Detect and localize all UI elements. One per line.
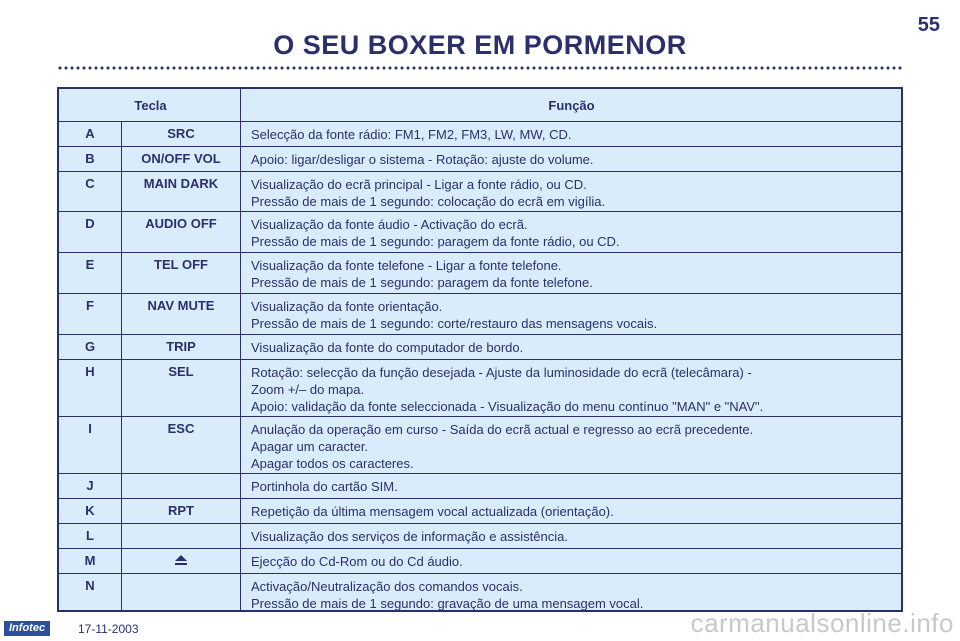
page-title: O SEU BOXER EM PORMENOR <box>273 30 687 60</box>
table-header <box>59 89 901 121</box>
function-line: Pressão de mais de 1 segundo: corte/restauro das mensagens vocais. <box>251 316 658 331</box>
row-letter: N <box>85 578 95 593</box>
eject-icon <box>121 553 241 568</box>
row-function <box>251 257 893 291</box>
row-function <box>251 528 893 545</box>
function-line: Pressão de mais de 1 segundo: paragem da fonte telefone. <box>251 275 593 290</box>
row-key-name: SEL <box>168 364 194 379</box>
function-line: Pressão de mais de 1 segundo: paragem da fonte rádio, ou CD. <box>251 234 620 249</box>
footer-date: 17-11-2003 <box>78 622 139 636</box>
table-row <box>59 146 901 171</box>
function-line: Rotação: selecção da função desejada - Ajuste da luminosidade do ecrã (telecâmara) - <box>251 365 752 380</box>
function-line: Apoio: ligar/desligar o sistema - Rotação: ajuste do volume. <box>251 152 594 167</box>
function-line: Visualização do ecrã principal - Ligar a fonte rádio, ou CD. <box>251 177 587 192</box>
row-function <box>251 478 893 495</box>
row-letter: L <box>86 528 94 543</box>
table-row <box>59 473 901 498</box>
table-row <box>59 359 901 416</box>
function-line: Zoom +/– do mapa. <box>251 382 365 397</box>
function-line: Apoio: validação da fonte seleccionada - Visualização do menu contínuo "MAN" e "NAV". <box>251 399 764 414</box>
table-row <box>59 211 901 252</box>
row-function <box>251 578 893 612</box>
row-function <box>251 151 893 168</box>
row-function <box>251 421 893 472</box>
function-line: Pressão de mais de 1 segundo: gravação de uma mensagem vocal. <box>251 596 644 611</box>
table-row <box>59 573 901 610</box>
table-row <box>59 416 901 473</box>
row-letter: B <box>85 151 95 166</box>
row-key-name: RPT <box>168 503 194 518</box>
row-letter: F <box>86 298 94 313</box>
row-letter: G <box>84 339 96 354</box>
dotted-divider <box>57 66 903 70</box>
function-line: Activação/Neutralização dos comandos vocais. <box>251 579 523 594</box>
row-function <box>251 503 893 520</box>
row-function <box>251 126 893 143</box>
watermark: carmanualsonline.info <box>690 608 954 638</box>
col-header-key: Tecla <box>134 98 167 113</box>
function-line: Visualização da fonte orientação. <box>251 299 443 314</box>
row-function <box>251 298 893 332</box>
function-line: Visualização da fonte áudio - Activação do ecrã. <box>251 217 528 232</box>
table-row <box>59 498 901 523</box>
row-letter: I <box>88 421 92 436</box>
table-row <box>59 293 901 334</box>
row-key-name: ON/OFF VOL <box>141 151 221 166</box>
table-row <box>59 334 901 359</box>
row-key-name: SRC <box>167 126 195 141</box>
row-key-name: TEL OFF <box>154 257 208 272</box>
infotec-logo: Infotec <box>4 621 50 636</box>
row-key-name: TRIP <box>166 339 196 354</box>
function-line: Apagar todos os caracteres. <box>251 456 414 471</box>
row-key-name: NAV MUTE <box>147 298 215 313</box>
row-letter: D <box>85 216 95 231</box>
row-function <box>251 553 893 570</box>
table-row <box>59 548 901 573</box>
function-line: Anulação da operação em curso - Saída do ecrã actual e regresso ao ecrã precedente. <box>251 422 754 437</box>
function-line: Visualização dos serviços de informação e assistência. <box>251 529 568 544</box>
row-function <box>251 176 893 210</box>
row-letter: M <box>84 553 96 568</box>
row-letter: C <box>85 176 95 191</box>
row-letter: J <box>86 478 94 493</box>
function-line: Selecção da fonte rádio: FM1, FM2, FM3, LW, MW, CD. <box>251 127 572 142</box>
table-row <box>59 523 901 548</box>
table-row <box>59 121 901 146</box>
row-function <box>251 339 893 356</box>
page-number: 55 <box>917 14 940 36</box>
row-function <box>251 216 893 250</box>
row-key-name: AUDIO OFF <box>145 216 217 231</box>
row-letter: H <box>85 364 95 379</box>
row-key-name: ESC <box>167 421 195 436</box>
table-row <box>59 171 901 211</box>
function-line: Apagar um caracter. <box>251 439 369 454</box>
row-letter: K <box>85 503 95 518</box>
function-line: Portinhola do cartão SIM. <box>251 479 398 494</box>
function-line: Pressão de mais de 1 segundo: colocação do ecrã em vigília. <box>251 194 606 209</box>
key-function-table <box>57 87 903 612</box>
col-header-function: Função <box>548 98 595 113</box>
function-line: Repetição da última mensagem vocal actualizada (orientação). <box>251 504 614 519</box>
row-letter: A <box>85 126 95 141</box>
function-line: Visualização da fonte telefone - Ligar a fonte telefone. <box>251 258 562 273</box>
row-function <box>251 364 893 415</box>
function-line: Ejecção do Cd-Rom ou do Cd áudio. <box>251 554 463 569</box>
function-line: Visualização da fonte do computador de bordo. <box>251 340 524 355</box>
row-key-name: MAIN DARK <box>143 176 219 191</box>
row-letter: E <box>85 257 95 272</box>
table-row <box>59 252 901 293</box>
